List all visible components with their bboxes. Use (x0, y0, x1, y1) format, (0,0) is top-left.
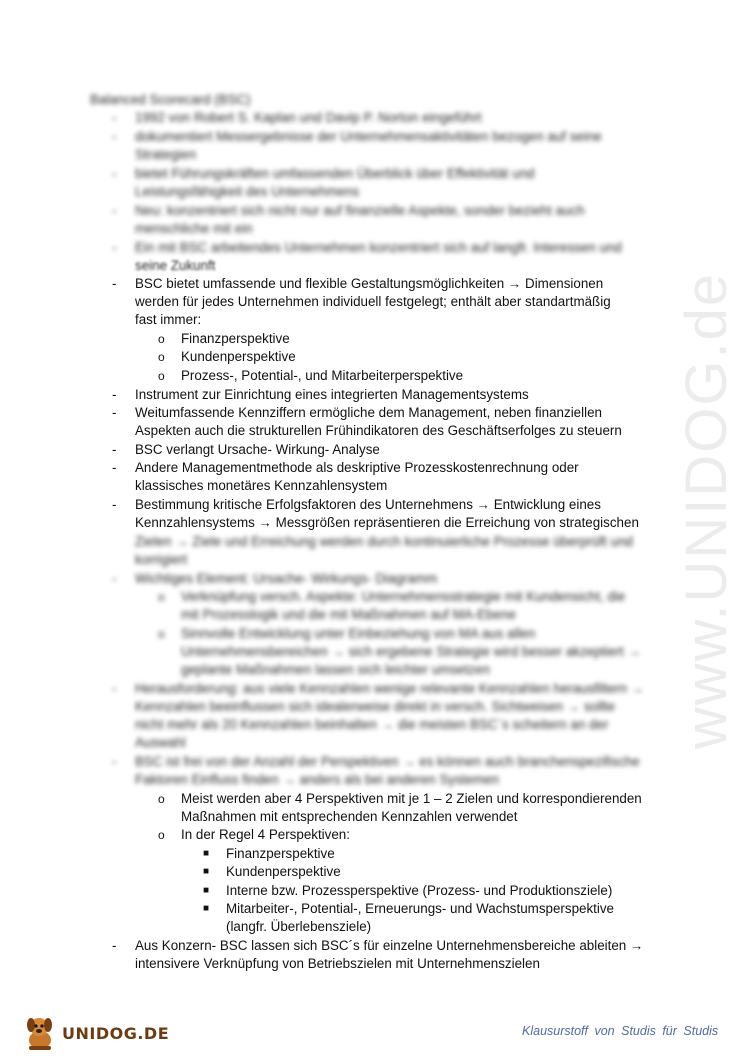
list-item: In der Regel 4 Perspektiven: (181, 827, 350, 842)
footer-tagline: Klausurstoff von Studis für Studis (522, 1024, 719, 1038)
text-line: Bestimmung kritische Erfolgsfaktoren des Unternehmens → Entwicklung eines (135, 497, 601, 512)
text-line: seine Zukunft (135, 258, 216, 273)
list-item: (langfr. Überlebensziele) (226, 919, 372, 934)
text-line: menschliche mit ein (135, 221, 253, 236)
text-line: Neu: konzentriert sich nicht nur auf finanzielle Aspekte, sonder bezieht auch (135, 203, 585, 218)
text-line: Leistungsfähigkeit des Unternehmens (135, 184, 360, 199)
list-item: Prozess-, Potential-, und Mitarbeiterperspektive (181, 368, 464, 383)
text-line: intensivere Verknüpfung von Betriebszielen mit Unternehmenszielen (135, 956, 540, 971)
text-line: Ein mit BSC arbeitendes Unternehmen konzentriert sich auf langfr. Interessen und (135, 240, 622, 255)
dog-mascot-icon (22, 1014, 58, 1052)
bullet-dash: - (112, 571, 117, 586)
bullet-dash: - (112, 110, 117, 125)
text-line: werden für jedes Unternehmen individuell festgelegt; enthält aber standartmäßig (135, 294, 611, 309)
bullet-circle: o (158, 828, 165, 842)
text-line: 1992 von Robert S. Kaplan und Davip P. Norton eingeführt (135, 110, 482, 125)
text-line: dokumentiert Messergebnisse der Unternehmensaktivitäten bezogen auf seine (135, 129, 602, 144)
bullet-dash: - (112, 938, 117, 953)
bullet-dash: - (112, 276, 117, 291)
text-line: Herausforderung: aus viele Kennzahlen wenige relevante Kennzahlen herausfiltern → (135, 681, 645, 696)
text-line: fast immer: (135, 312, 202, 327)
list-item: Interne bzw. Prozessperspektive (Prozess- und Produktionsziele) (226, 883, 613, 898)
text-line: BSC verlangt Ursache- Wirkung- Analyse (135, 442, 380, 457)
text-line: Faktoren Einfluss finden → anders als bei anderen Systemen (135, 772, 499, 787)
bullet-dash: - (112, 387, 117, 402)
text-line: klassisches monetäres Kennzahlensystem (135, 478, 388, 493)
text-line: geplante Maßnahmen lassen sich leichter umsetzen (181, 662, 490, 677)
bullet-square: ■ (203, 848, 210, 859)
bullet-dash: - (112, 681, 117, 696)
bullet-circle: o (158, 627, 165, 641)
bullet-dash: - (112, 442, 117, 457)
list-item: Kundenperspektive (181, 349, 296, 364)
text-line: Strategien (135, 147, 197, 162)
list-item: Finanzperspektive (226, 846, 335, 861)
bullet-dash: - (112, 497, 117, 512)
bullet-dash: - (112, 166, 117, 181)
text-line: BSC ist frei von der Anzahl der Perspektiven → es können auch branchenspezifische (135, 754, 640, 769)
text-line: BSC bietet umfassende und flexible Gestaltungsmöglichkeiten → Dimensionen (135, 276, 604, 291)
text-line: Sinnvolle Entwicklung unter Einbeziehung von MA aus allen (181, 626, 536, 641)
bullet-dash: - (112, 129, 117, 144)
bullet-circle: o (158, 350, 165, 364)
text-line: nicht mehr als 20 Kennzahlen beinhalten → die meisten BSC´s scheitern an der (135, 717, 609, 732)
text-line: Aspekten auch die strukturellen Frühindikatoren des Geschäftserfolges zu steuern (135, 423, 622, 438)
text-line: Kennzahlen beeinflussen sich idealerweise direkt in versch. Sichtweisen → sollte (135, 699, 616, 714)
text-line: Auswahl (135, 735, 186, 750)
text-line: Weitumfassende Kennziffern ermögliche dem Management, neben finanziellen (135, 405, 602, 420)
text-line: Zielen → Ziele und Erreichung werden durch kontinuierliche Prozesse überprüft und (135, 534, 633, 549)
text-line: Verknüpfung versch. Aspekte: Unternehmensstrategie mit Kundensicht, die (181, 589, 626, 604)
bullet-dash: - (112, 460, 117, 475)
bullet-circle: o (158, 590, 165, 604)
watermark (672, 271, 742, 749)
bullet-square: ■ (203, 866, 210, 877)
list-item: Kundenperspektive (226, 864, 341, 879)
text-line: Andere Managementmethode als deskriptive Prozesskostenrechnung oder (135, 460, 579, 475)
unidog-logo[interactable] (22, 1012, 182, 1054)
list-item: Maßnahmen mit entsprechenden Kennzahlen verwendet (181, 809, 518, 824)
text-line: bietet Führungskräften umfassenden Überblick über Effektivität und (135, 166, 535, 181)
doc-title: Balanced Scorecard (BSC) (90, 92, 251, 107)
text-line: korrigiert (135, 552, 188, 567)
bullet-circle: o (158, 369, 165, 383)
bullet-dash: - (112, 754, 117, 769)
logo-text: UNIDOG.DE (62, 1023, 170, 1043)
bullet-circle: o (158, 332, 165, 346)
bullet-circle: o (158, 792, 165, 806)
bullet-square: ■ (203, 903, 210, 914)
list-item: Meist werden aber 4 Perspektiven mit je 1 – 2 Zielen und korrespondierenden (181, 791, 642, 806)
text-line: Kennzahlensystems → Messgrößen repräsentieren die Erreichung von strategischen (135, 515, 639, 530)
text-line: Instrument zur Einrichtung eines integrierten Managementsystems (135, 387, 529, 402)
bullet-dash: - (112, 405, 117, 420)
watermark-text: www.UNIDOG.de (674, 271, 740, 749)
bullet-dash: - (112, 240, 117, 255)
bullet-square: ■ (203, 885, 210, 896)
text-line: mit Prozesslogik und die mit Maßnahmen auf MA-Ebene (181, 607, 516, 622)
text-line: Unternehmensbereichen → sich ergebene Strategie wird besser akzeptiert → (181, 644, 641, 659)
list-item: Finanzperspektive (181, 331, 290, 346)
text-line: Aus Konzern- BSC lassen sich BSC´s für einzelne Unternehmensbereiche ableiten → (135, 938, 644, 953)
text-line: Wichtiges Element: Ursache- Wirkungs- Diagramm (135, 571, 438, 586)
list-item: Mitarbeiter-, Potential-, Erneuerungs- und Wachstumsperspektive (226, 901, 615, 916)
bullet-dash: - (112, 203, 117, 218)
